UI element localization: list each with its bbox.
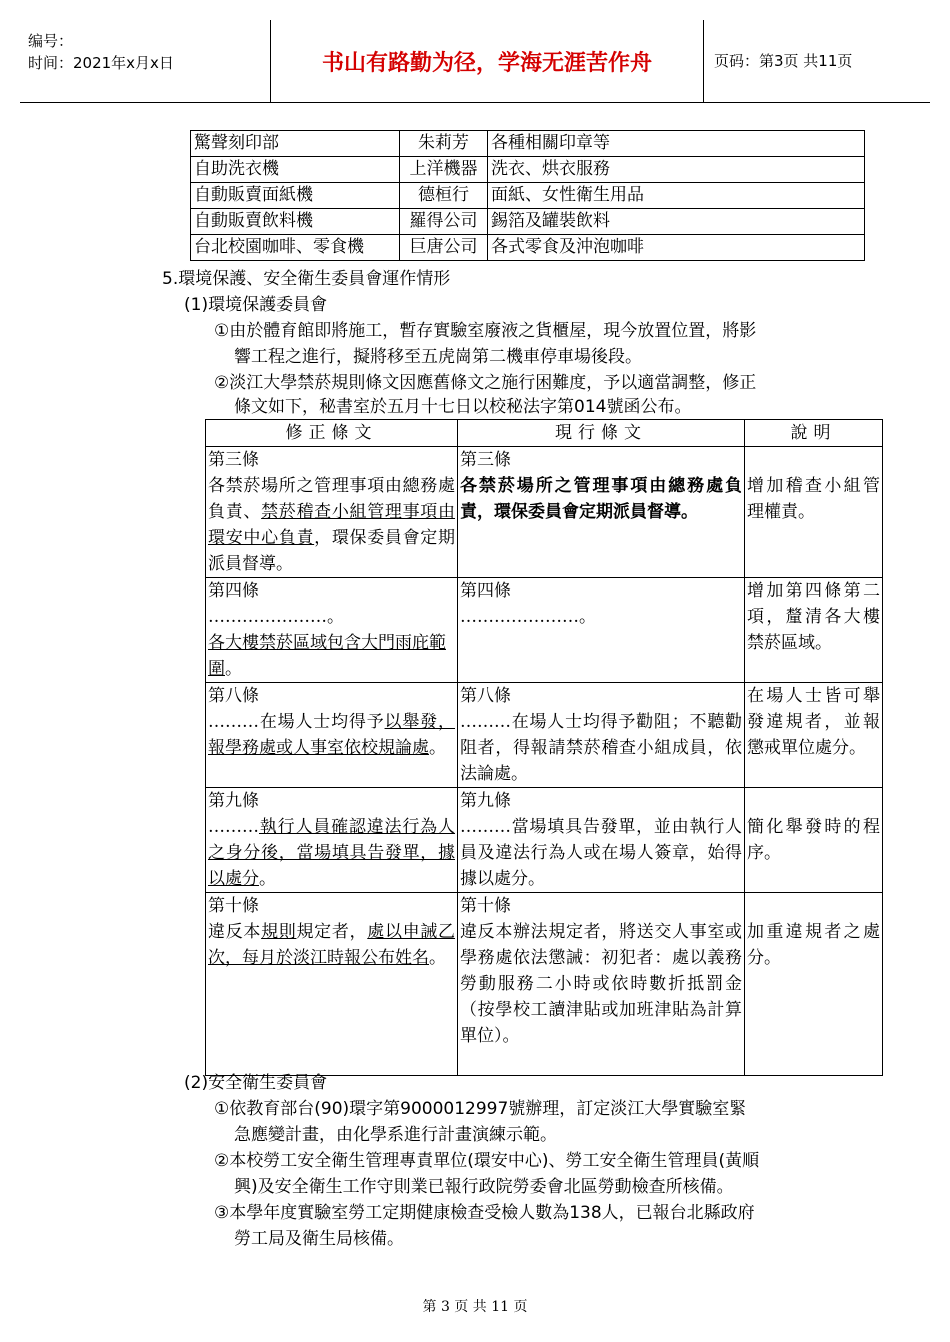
- vendor-item: 自動販賣面紙機: [191, 183, 400, 209]
- article-label: 第八條: [208, 686, 259, 706]
- amended-cell: [206, 893, 458, 1076]
- amended-text: 各禁菸場所之管理事項由總務處負責、: [208, 476, 455, 522]
- amended-text: ，環保委員會定期派員督導。: [208, 528, 456, 574]
- current-text: ………在場人士均得予勸阻；不聽勸阻者，得報請禁菸稽查小組成員，依法論處。: [460, 712, 742, 784]
- amended-text: …………………。: [208, 607, 344, 627]
- amended-text: 。: [429, 738, 446, 758]
- amended-text: 。: [429, 948, 446, 968]
- header-current: 現行條文: [458, 420, 745, 447]
- header-page-label: 页码：第3页 共11页: [714, 52, 853, 70]
- note-cell: [745, 893, 883, 1076]
- vendor-item: 自助洗衣機: [191, 157, 400, 183]
- paragraph-2-line-1: ②淡江大學禁菸規則條文因應舊條文之施行困難度，予以適當調整，修正: [214, 373, 757, 393]
- amended-text: ………在場人士均得予: [208, 712, 385, 732]
- article-label: 第四條: [460, 581, 511, 601]
- amended-text: 違反本: [208, 922, 262, 942]
- table-row: [206, 578, 883, 683]
- item-1-line-1: ①依教育部台(90)環字第9000012997號辦理，訂定淡江大學實驗室緊: [214, 1099, 747, 1119]
- item-1-line-2: 急應變計畫，由化學系進行計畫演練示範。: [234, 1125, 557, 1145]
- vendor-desc: 各式零食及沖泡咖啡: [488, 235, 865, 261]
- current-text: …………………。: [460, 607, 596, 627]
- note-text: 在場人士皆可舉發違規者，並報懲戒單位處分。: [747, 686, 880, 758]
- amended-text: 。: [259, 869, 276, 889]
- amended-text: 規定者，: [296, 922, 368, 942]
- number-label: 编号：: [28, 32, 74, 50]
- table-row: [206, 788, 883, 893]
- amendment-table: [205, 419, 883, 1076]
- table-row: [191, 209, 865, 235]
- vendor-item: 自動販賣飲料機: [191, 209, 400, 235]
- section-5-title: 5.環境保護、安全衛生委員會運作情形: [162, 269, 451, 289]
- item-3-line-1: ③本學年度實驗室勞工定期健康檢查受檢人數為138人，已報台北縣政府: [214, 1203, 755, 1223]
- table-row: [191, 235, 865, 261]
- table-row: [191, 183, 865, 209]
- amended-text-underlined: 以舉發，報學務處或人事室依校規論處: [208, 712, 456, 758]
- article-label: 第三條: [208, 450, 259, 470]
- amended-cell: [206, 447, 458, 578]
- table-row: [191, 131, 865, 157]
- header-amended: 修正條文: [206, 420, 458, 447]
- vendor-desc: 洗衣、烘衣服務: [488, 157, 865, 183]
- header-meta: [28, 30, 268, 74]
- amended-cell: [206, 683, 458, 788]
- current-cell: [458, 788, 745, 893]
- note-cell: [745, 683, 883, 788]
- note-text: 加重違規者之處分。: [747, 922, 880, 968]
- article-label: 第十條: [208, 896, 259, 916]
- vendor-desc: 各種相關印章等: [488, 131, 865, 157]
- note-text: 簡化舉發時的程序。: [747, 817, 880, 863]
- current-text: 各禁菸場所之管理事項由總務處負責，環保委員會定期派員督導。: [460, 476, 742, 522]
- subsection-1-title: (1)環境保護委員會: [184, 295, 328, 315]
- note-cell: [745, 578, 883, 683]
- page-footer: 第 3 页 共 11 页: [422, 1299, 528, 1315]
- current-text: ………當場填具告發單，並由執行人員及違法行為人或在場人簽章，始得據以處分。: [460, 817, 742, 889]
- note-text: 增加第四條第二項，釐清各大樓禁菸區域。: [747, 581, 880, 653]
- table-row: [206, 447, 883, 578]
- vendor-desc: 錫箔及罐裝飲料: [488, 209, 865, 235]
- amended-text: ………: [208, 817, 259, 837]
- vendor-name: 羅得公司: [400, 209, 488, 235]
- vendor-name: 朱莉芳: [400, 131, 488, 157]
- time-label: 时间：2021年x月x日: [28, 54, 174, 72]
- vendor-item: 驚聲刻印部: [191, 131, 400, 157]
- amended-cell: [206, 788, 458, 893]
- vendor-name: 巨唐公司: [400, 235, 488, 261]
- header-motto: 书山有路勤为径，学海无涯苦作舟: [270, 20, 704, 102]
- article-label: 第四條: [208, 581, 259, 601]
- current-cell: [458, 578, 745, 683]
- current-cell: [458, 893, 745, 1076]
- article-label: 第八條: [460, 686, 511, 706]
- table-row: [206, 893, 883, 1076]
- item-3-line-2: 勞工局及衛生局核備。: [234, 1229, 404, 1249]
- paragraph-2-line-2: 條文如下，秘書室於五月十七日以校秘法字第014號函公布。: [234, 397, 692, 417]
- current-cell: [458, 447, 745, 578]
- item-2-line-1: ②本校勞工安全衛生管理專責單位(環安中心)、勞工安全衛生管理員(黃順: [214, 1151, 760, 1171]
- paragraph-1-line-1: ①由於體育館即將施工，暫存實驗室廢液之貨櫃屋，現今放置位置，將影: [214, 321, 757, 341]
- vendor-desc: 面紙、女性衛生用品: [488, 183, 865, 209]
- paragraph-1-line-2: 響工程之進行，擬將移至五虎崗第二機車停車場後段。: [234, 347, 642, 367]
- table-row: [206, 683, 883, 788]
- current-text: 違反本辦法規定者，將送交人事室或學務處依法懲誡：初犯者：處以義務勞動服務二小時或依時數折抵罰金（按學校工讀津貼或加班津貼為計算單位）。: [460, 922, 742, 1046]
- vendor-name: 德桓行: [400, 183, 488, 209]
- page-header: [20, 20, 930, 103]
- note-cell: [745, 788, 883, 893]
- amended-text-underlined: 規則: [261, 922, 297, 942]
- amended-text-underlined: 處以申誡乙次，每月於淡江時報公布姓名: [208, 922, 456, 968]
- subsection-2-title: (2)安全衛生委員會: [184, 1073, 328, 1093]
- item-2-line-2: 興)及安全衛生工作守則業已報行政院勞委會北區勞動檢查所核備。: [234, 1177, 734, 1197]
- current-cell: [458, 683, 745, 788]
- article-label: 第九條: [208, 791, 259, 811]
- table-header-row: [206, 420, 883, 447]
- table-row: [191, 157, 865, 183]
- article-label: 第十條: [460, 896, 511, 916]
- article-label: 第三條: [460, 450, 511, 470]
- vendor-table: [190, 130, 865, 261]
- header-note: 說明: [745, 420, 883, 447]
- amended-text-underlined: 禁菸稽查小組管理事項由環安中心負責: [208, 502, 456, 548]
- vendor-name: 上洋機器: [400, 157, 488, 183]
- amended-text: 。: [225, 659, 242, 679]
- vendor-item: 台北校園咖啡、零食機: [191, 235, 400, 261]
- amended-text-underlined: 執行人員確認違法行為人之身分後，當場填具告發單，據以處分: [208, 817, 455, 889]
- amended-text-underlined: 各大樓禁菸區域包含大門雨庇範圍: [208, 633, 446, 679]
- amended-cell: [206, 578, 458, 683]
- note-text: 增加稽查小組管理權責。: [747, 476, 880, 522]
- note-cell: [745, 447, 883, 578]
- article-label: 第九條: [460, 791, 511, 811]
